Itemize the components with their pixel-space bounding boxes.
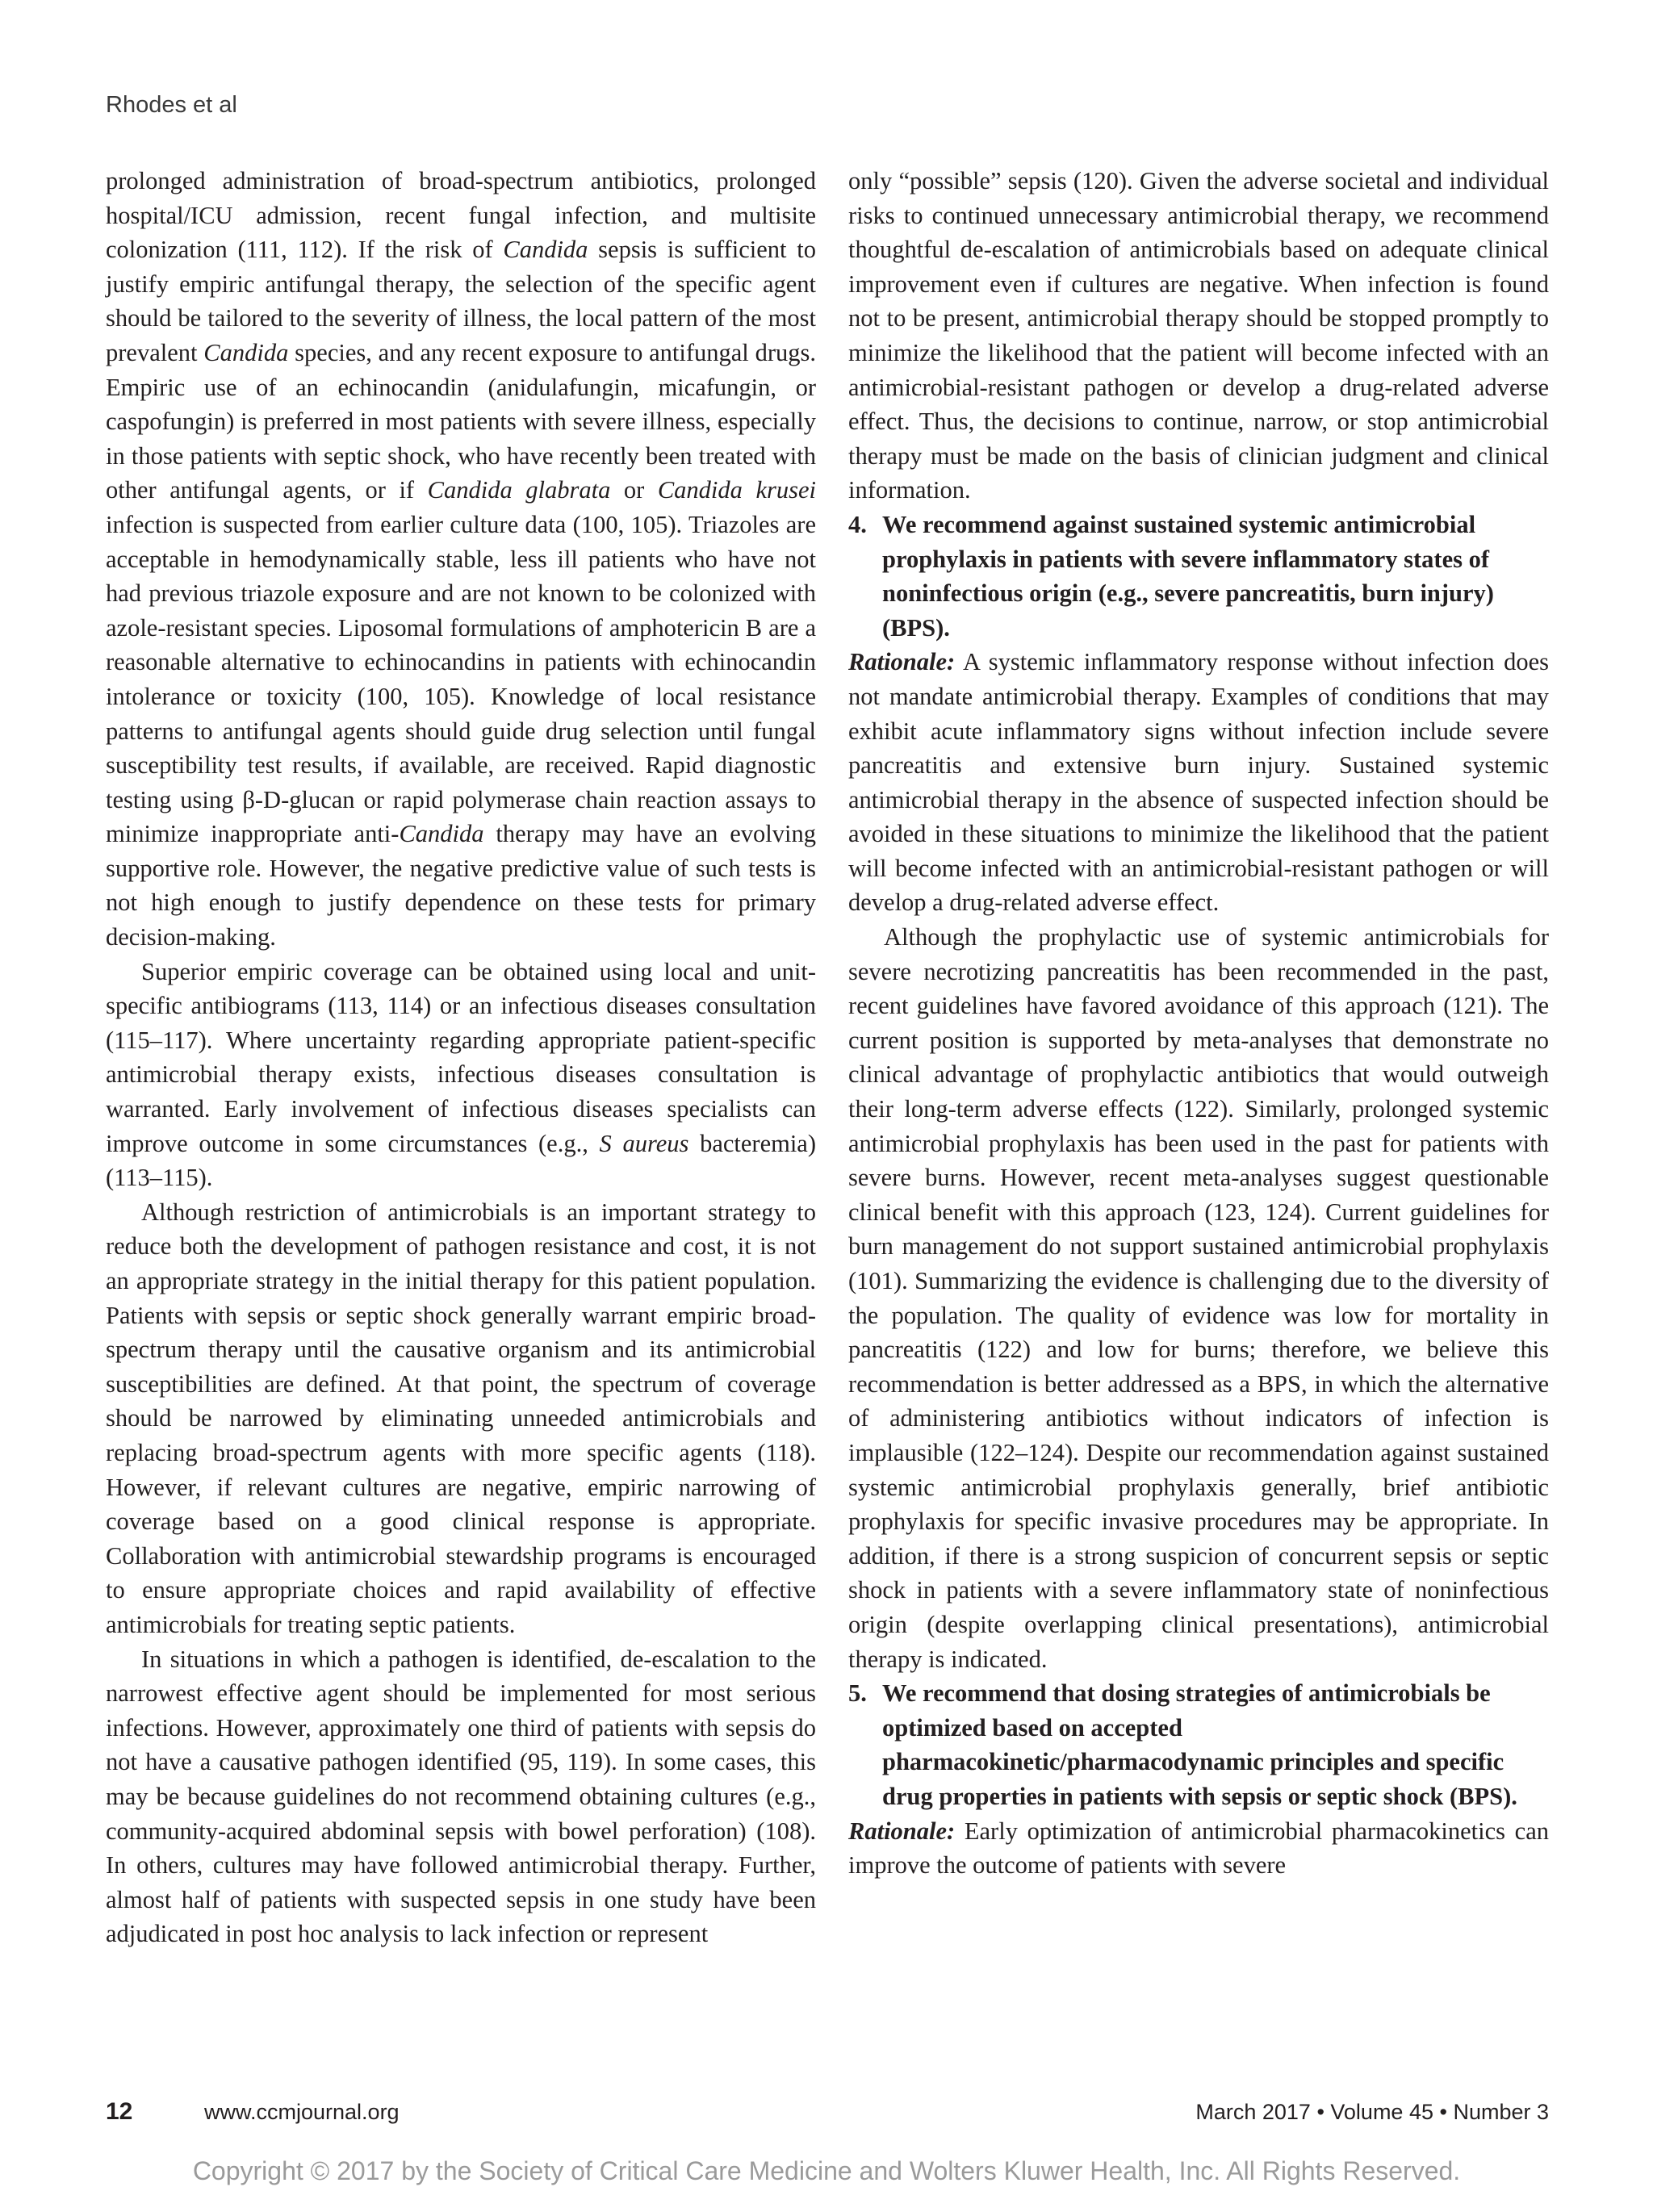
right-column bbox=[848, 164, 1549, 1883]
paragraph: Although restriction of antimicrobials is an important strategy to reduce both the development of pathogen resistance and cost, it is not an appropriate strategy in the initial therapy for this patient population. Patients with sepsis or septic shock generally warrant empiric broad-spectrum therapy until the causative organism and its antimicrobial susceptibilities are defined. At that point, the spectrum of coverage should be narrowed by eliminating unneeded antimicrobials and replacing broad-spectrum agents with more specific agents (118). However, if relevant cultures are negative, empiric narrowing of coverage based on a good clinical response is appropriate. Collaboration with antimicrobial stewardship programs is encouraged to ensure appropriate choices and rapid availability of effective antimicrobials for treating septic patients. bbox=[106, 1198, 816, 1638]
paragraph: only “possible” sepsis (120). Given the adverse societal and individual risks to continued unnecessary antimicrobial therapy, we recommend thoughtful de-escalation of antimicrobials based on adequate clinical improvement even if cultures are negative. When infection is found not to be present, antimicrobial therapy should be stopped promptly to minimize the likelihood that the patient will become infected with an antimicrobial-resistant pathogen or develop a drug-related adverse effect. Thus, the decisions to continue, narrow, or stop antimicrobial therapy must be made on the basis of clinician judgment and clinical information. bbox=[848, 167, 1549, 504]
running-head: Rhodes et al bbox=[106, 92, 237, 118]
rationale-paragraph: Rationale: Early optimization of antimicrobial pharmacokinetics can improve the outcome of patients with severe bbox=[848, 1817, 1549, 1880]
paragraph: Although the prophylactic use of systemic antimicrobials for severe necrotizing pancreatitis has been recommended in the past, recent guidelines have favored avoidance of this approach (121). The current position is supported by meta-analyses that demonstrate no clinical advantage of prophylactic antibiotics that would outweigh their long-term adverse effects (122). Similarly, prolonged systemic antimicrobial prophylaxis has been used in the past for patients with severe burns. However, recent meta-analyses suggest questionable clinical benefit with this approach (123, 124). Current guidelines for burn management do not support sustained antimicrobial prophylaxis (101). Summarizing the evidence is challenging due to the diversity of the population. The quality of evidence was low for mortality in pancreatitis (122) and low for burns; therefore, we believe this recommendation is better addressed as a BPS, in which the alternative of administering antibiotics without indicators of infection is implausible (122–124). Despite our recommendation against sustained systemic antimicrobial prophylaxis generally, brief antibiotic prophylaxis for specific invasive procedures may be appropriate. In addition, if there is a strong suspicion of concurrent sepsis or septic shock in patients with a severe inflammatory state of noninfectious origin (despite overlapping clinical presentations), antimicrobial therapy is indicated. bbox=[848, 923, 1549, 1673]
recommendation-5: 5. We recommend that dosing strategies of antimicrobials be optimized based on accepted pharmacokinetic/pharmacodynamic principles and specific drug properties in patients with sepsis or septic shock (BPS). bbox=[848, 1679, 1517, 1810]
page-number: 12 bbox=[106, 2098, 133, 2125]
paragraph: Superior empiric coverage can be obtained using local and unit-specific antibiograms (113, 114) or an infectious diseases consultation (115–117). Where uncertainty regarding appropriate patient-specific antimicrobial therapy exists, infectious diseases consultation is warranted. Early involvement of infectious diseases specialists can improve outcome in some circumstances (e.g., S aureus bacteremia) (113–115). bbox=[106, 957, 816, 1192]
copyright-notice: Copyright © 2017 by the Society of Critical Care Medicine and Wolters Kluwer Health, Inc. All Rights Reserved. bbox=[192, 2156, 1461, 2185]
left-column bbox=[106, 164, 816, 1951]
recommendation-4: 4. We recommend against sustained systemic antimicrobial prophylaxis in patients with severe inflammatory states of noninfectious origin (e.g., severe pancreatitis, burn injury) (BPS). bbox=[848, 510, 1494, 642]
rationale-paragraph: Rationale: A systemic inflammatory response without infection does not mandate antimicrobial therapy. Examples of conditions that may exhibit acute inflammatory signs without infection include severe pancreatitis and extensive burn injury. Sustained systemic antimicrobial therapy in the absence of suspected infection should be avoided in these situations to minimize the likelihood that the patient will become infected with an antimicrobial-resistant pathogen or will develop a drug-related adverse effect. bbox=[848, 648, 1549, 917]
paragraph: In situations in which a pathogen is identified, de-escalation to the narrowest effective agent should be implemented for most serious infections. However, approximately one third of patients with sepsis do not have a causative pathogen identified (95, 119). In some cases, this may be because guidelines do not recommend obtaining cultures (e.g., community-acquired abdominal sepsis with bowel perforation) (108). In others, cultures may have followed antimicrobial therapy. Further, almost half of patients with suspected sepsis in one study have been adjudicated in post hoc analysis to lack infection or represent bbox=[106, 1645, 816, 1948]
journal-website: www.ccmjournal.org bbox=[204, 2100, 400, 2124]
issue-info: March 2017 • Volume 45 • Number 3 bbox=[1195, 2100, 1549, 2124]
page-footer bbox=[106, 2098, 1549, 2130]
paragraph: prolonged administration of broad-spectrum antibiotics, prolonged hospital/ICU admission, recent fungal infection, and multisite colonization (111, 112). If the risk of Candida sepsis is sufficient to justify empiric antifungal therapy, the selection of the specific agent should be tailored to the severity of illness, the local pattern of the most prevalent Candida species, and any recent exposure to antifungal drugs. Empiric use of an echinocandin (anidulafungin, micafungin, or caspofungin) is preferred in most patients with severe illness, especially in those patients with septic shock, who have recently been treated with other antifungal agents, or if Candida glabrata or Candida krusei infection is suspected from earlier culture data (100, 105). Triazoles are acceptable in hemodynamically stable, less ill patients who have not had previous triazole exposure and are not known to be colonized with azole-resistant species. Liposomal formulations of amphotericin B are a reasonable alternative to echinocandins in patients with echinocandin intolerance or toxicity (100, 105). Knowledge of local resistance patterns to antifungal agents should guide drug selection until fungal susceptibility test results, if available, are received. Rapid diagnostic testing using β-D-glucan or rapid polymerase chain reaction assays to minimize inappropriate anti-Candida therapy may have an evolving supportive role. However, the negative predictive value of such tests is not high enough to justify dependence on these tests for primary decision-making. bbox=[106, 167, 816, 951]
